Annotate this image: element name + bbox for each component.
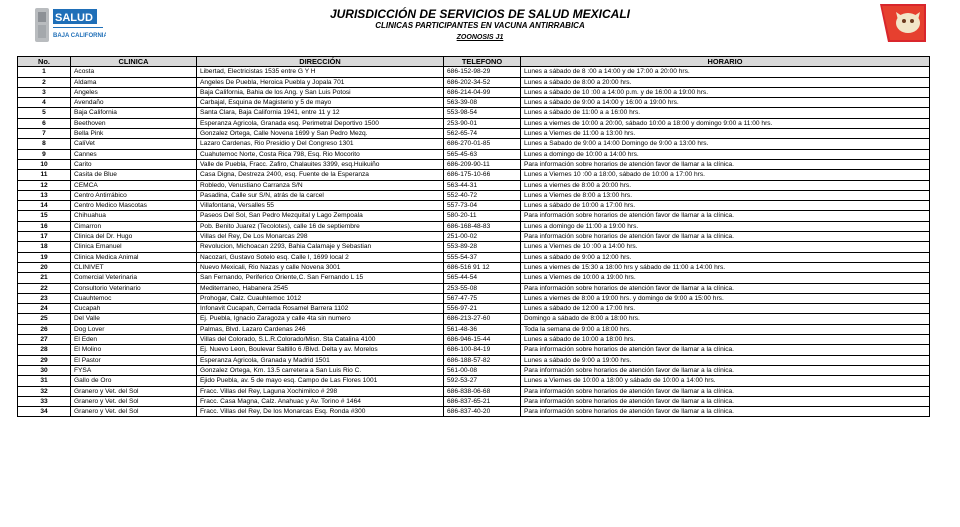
column-header-clinica: CLINICA [71,57,197,67]
table-row [18,386,930,396]
table-row [18,355,930,365]
clinic-phone: 686-152-98-29 [444,67,521,77]
table-row [18,118,930,128]
row-number: 10 [18,159,71,169]
clinic-phone: 686-202-34-52 [444,77,521,87]
clinic-hours: Lunes a domingo de 11:00 a 19:00 hrs. [521,221,930,231]
row-number: 9 [18,149,71,159]
table-row [18,87,930,97]
clinic-phone: 686-175-10-66 [444,170,521,180]
table-row [18,180,930,190]
clinic-phone: 686-837-40-20 [444,407,521,417]
clinic-name: Del Valle [71,314,197,324]
clinic-address: Angeles De Puebla, Heroica Puebla y Jopala 701 [197,77,444,87]
row-number: 1 [18,67,71,77]
clinic-hours: Para información sobre horarios de atención favor de llamar a la clínica. [521,365,930,375]
clinic-hours: Lunes a Viernes de 10:00 a 18:00 y sábado de 10:00 a 14:00 hrs. [521,376,930,386]
clinic-name: Gallo de Oro [71,376,197,386]
row-number: 17 [18,232,71,242]
clinic-address: Fracc. Villas del Rey, Laguna Xochimilco # 298 [197,386,444,396]
column-header-direccion: DIRECCIÓN [197,57,444,67]
clinic-phone: 686-838-06-68 [444,386,521,396]
clinics-table [17,56,930,417]
table-row [18,149,930,159]
clinic-name: Aldama [71,77,197,87]
table-row [18,273,930,283]
clinic-address: Villas del Rey, De Los Monarcas 298 [197,232,444,242]
table-header-row [18,57,930,67]
clinic-name: Avendaño [71,98,197,108]
clinic-phone: 686-213-27-60 [444,314,521,324]
table-row [18,345,930,355]
clinic-address: Ej. Puebla, Ignacio Zaragoza y calle 4ta sin numero [197,314,444,324]
table-row [18,262,930,272]
table-row [18,211,930,221]
clinic-hours: Para información sobre horarios de atención favor de llamar a la clínica. [521,407,930,417]
clinic-address: Ej. Nuevo Leon, Boulevar Saltillo 6 /Blvd. Delta y av. Morelos [197,345,444,355]
row-number: 13 [18,190,71,200]
clinic-phone: 553-89-28 [444,242,521,252]
clinic-name: Granero y Vet. del Sol [71,386,197,396]
clinic-phone: 253-90-01 [444,118,521,128]
clinic-hours: Lunes a sábado de 8:00 a 20:00 hrs. [521,77,930,87]
row-number: 14 [18,201,71,211]
clinic-address: Libertad, Electricistas 1535 entre G Y H [197,67,444,77]
clinic-name: Chihuahua [71,211,197,221]
row-number: 6 [18,118,71,128]
column-header-no: No. [18,57,71,67]
clinic-address: Mediterraneo, Habanera 2545 [197,283,444,293]
clinic-name: Angeles [71,87,197,97]
document-subtitle: CLINICAS PARTICIPANTES EN VACUNA ANTIRRABICA [375,21,585,30]
row-number: 26 [18,324,71,334]
clinic-phone: 553-98-54 [444,108,521,118]
clinic-name: Comercial Veterinaria [71,273,197,283]
clinic-address: Pob. Benito Juarez (Tecolotes), calle 16 de septiembre [197,221,444,231]
clinic-address: Villas del Colorado, S.L.R.Colorado/Misn. Sta Catalina 4100 [197,335,444,345]
table-row [18,98,930,108]
clinic-hours: Lunes a domingo de 10:00 a 14:00 hrs. [521,149,930,159]
clinic-hours: Lunes a viernes de 8:00 a 19:00 hrs. y domingo de 9:00 a 15:00 hrs. [521,293,930,303]
clinic-name: Cimarron [71,221,197,231]
clinic-hours: Lunes a sábado de 12:00 a 17:00 hrs. [521,304,930,314]
row-number: 32 [18,386,71,396]
clinic-hours: Lunes a Sabado de 9:00 a 14:00 Domingo de 9:00 a 13:00 hrs. [521,139,930,149]
table-row [18,407,930,417]
clinic-address: Fracc. Casa Magna, Calz. Anahuac y Av. Torino # 1464 [197,396,444,406]
clinic-phone: 565-44-54 [444,273,521,283]
table-row [18,365,930,375]
clinic-address: Cuahutemoc Norte, Costa Rica 798, Esq. Rio Mocorito [197,149,444,159]
table-row [18,252,930,262]
clinic-hours: Lunes a Viernes de 11:00 a 13:00 hrs. [521,129,930,139]
clinic-address: Revolucion, Michoacan 2293, Bahia Calamaje y Sebastian [197,242,444,252]
row-number: 4 [18,98,71,108]
clinic-name: CLINIVET [71,262,197,272]
clinic-hours: Lunes a sábado de 11:00 a a 16:00 hrs. [521,108,930,118]
clinic-address: Casa Digna, Destreza 2400, esq. Fuente de la Esperanza [197,170,444,180]
clinic-hours: Lunes a Viernes de 10:00 a 19:00 hrs. [521,273,930,283]
clinic-phone: 686-270-01-85 [444,139,521,149]
clinic-hours: Lunes a sábado de 9:00 a 14:00 y 16:00 a 19:00 hrs. [521,98,930,108]
clinic-address: Gonzalez Ortega, Km. 13.5 carretera a San Luis Rio C. [197,365,444,375]
clinic-address: Valle de Puebla, Fracc. Zafiro, Chalauites 3399, esq.Huikuiño [197,159,444,169]
row-number: 24 [18,304,71,314]
clinic-address: Nacozari, Gustavo Sotelo esq. Calle I, 1699 local 2 [197,252,444,262]
clinic-address: Santa Clara, Baja California 1941, entre 11 y 12 [197,108,444,118]
clinic-name: Clinica del Dr. Hugo [71,232,197,242]
clinic-name: Granero y Vet. del Sol [71,407,197,417]
clinic-address: Esperanza Agricola, Granada y Madrid 1501 [197,355,444,365]
clinic-name: Baja California [71,108,197,118]
clinic-hours: Domingo a sábado de 8:00 a 18:00 hrs. [521,314,930,324]
clinic-address: Esperanza Agricola, Granada esq. Perimetral Deportivo 1500 [197,118,444,128]
clinic-phone: 557-73-04 [444,201,521,211]
table-row [18,190,930,200]
clinic-hours: Lunes a sábado de 10 :00 a 14:00 p.m. y de 16:00 a 19:00 hrs. [521,87,930,97]
clinic-name: Casita de Blue [71,170,197,180]
table-row [18,324,930,334]
clinic-name: CaliVet [71,139,197,149]
table-row [18,242,930,252]
table-row [18,170,930,180]
clinic-hours: Para información sobre horarios de atención favor de llamar a la clínica. [521,159,930,169]
clinic-address: Lazaro Cardenas, Rio Presidio y Del Congreso 1301 [197,139,444,149]
table-row [18,232,930,242]
clinic-hours: Toda la semana de 9:00 a 18:00 hrs. [521,324,930,334]
clinic-phone: 552-40-72 [444,190,521,200]
row-number: 25 [18,314,71,324]
row-number: 27 [18,335,71,345]
table-row [18,139,930,149]
clinic-address: Nuevo Mexicali, Rio Nazas y calle Novena 3001 [197,262,444,272]
clinic-phone: 686-209-90-11 [444,159,521,169]
row-number: 19 [18,252,71,262]
clinic-hours: Para información sobre horarios de atención favor de llamar a la clínica. [521,396,930,406]
clinic-hours: Lunes a Viernes de 10 :00 a 14:00 hrs. [521,242,930,252]
clinic-name: Carito [71,159,197,169]
clinic-hours: Para información sobre horarios de atención favor de llamar a la clínica. [521,283,930,293]
table-row [18,335,930,345]
clinic-address: Prohogar, Calz. Cuauhtemoc 1012 [197,293,444,303]
clinic-name: Cannes [71,149,197,159]
row-number: 29 [18,355,71,365]
table-row [18,304,930,314]
clinic-name: Granero y Vet. del Sol [71,396,197,406]
clinic-hours: Para información sobre horarios de atención favor de llamar a la clínica. [521,345,930,355]
row-number: 18 [18,242,71,252]
clinic-hours: Para información sobre horarios de atención favor de llamar a la clínica. [521,211,930,221]
row-number: 23 [18,293,71,303]
clinic-phone: 561-48-36 [444,324,521,334]
clinic-phone: 563-39-08 [444,98,521,108]
table-row [18,396,930,406]
clinic-name: Centro Medico Mascotas [71,201,197,211]
clinic-address: Villafontana, Versalles 55 [197,201,444,211]
row-number: 33 [18,396,71,406]
clinic-address: Paseos Del Sol, San Pedro Mezquital y Lago Zempoala [197,211,444,221]
clinic-phone: 253-55-08 [444,283,521,293]
clinic-name: CEMCA [71,180,197,190]
row-number: 28 [18,345,71,355]
table-row [18,159,930,169]
table-row [18,201,930,211]
clinic-hours: Para información sobre horarios de atención favor de llamar a la clínica. [521,386,930,396]
clinic-phone: 686-214-04-99 [444,87,521,97]
clinic-name: Bella Pink [71,129,197,139]
row-number: 22 [18,283,71,293]
clinic-phone: 686-168-48-83 [444,221,521,231]
clinic-name: Clinica Emanuel [71,242,197,252]
clinic-name: Centro Antirrábico [71,190,197,200]
zoonosis-logo [880,4,926,42]
clinic-address: Gonzalez Ortega, Calle Novena 1699 y San Pedro Mezq. [197,129,444,139]
clinic-address: Infonavit Cucapah, Cerrada Rosamel Barrera 1102 [197,304,444,314]
table-row [18,129,930,139]
clinic-address: Robledo, Venustiano Carranza S/N [197,180,444,190]
row-number: 12 [18,180,71,190]
clinic-address: Baja California, Bahia de los Ang. y San Luis Potosi [197,87,444,97]
clinic-phone: 561-00-08 [444,365,521,375]
row-number: 11 [18,170,71,180]
table-row [18,77,930,87]
clinic-name: Cuauhtemoc [71,293,197,303]
clinic-hours: Lunes a viernes de 10:00 a 20:00, sábado 10:00 a 18:00 y domingo 9:00 a 11:00 hrs. [521,118,930,128]
clinic-hours: Lunes a Viernes 10 :00 a 18:00, sábado de 10:00 a 17:00 hrs. [521,170,930,180]
clinic-phone: 562-65-74 [444,129,521,139]
clinic-hours: Lunes a sábado de 9:00 a 12:00 hrs. [521,252,930,262]
row-number: 30 [18,365,71,375]
table-row [18,221,930,231]
row-number: 2 [18,77,71,87]
clinic-hours: Lunes a sábado de 9:00 a 19:00 hrs. [521,355,930,365]
row-number: 5 [18,108,71,118]
row-number: 34 [18,407,71,417]
document-title: JURISDICCIÓN DE SERVICIOS DE SALUD MEXICALI [329,7,631,21]
column-header-telefono: TELEFONO [444,57,521,67]
clinic-phone: 555-54-37 [444,252,521,262]
clinic-address: Ejido Puebla, av. 5 de mayo esq. Campo de Las Flores 1001 [197,376,444,386]
clinic-hours: Lunes a sábado de 10:00 a 18:00 hrs. [521,335,930,345]
clinic-address: Fracc. Villas del Rey, De los Monarcas Esq. Ronda #300 [197,407,444,417]
table-row [18,67,930,77]
clinic-name: Cucapah [71,304,197,314]
clinic-phone: 686-188-57-82 [444,355,521,365]
clinic-phone: 567-47-75 [444,293,521,303]
clinic-phone: 592-53-27 [444,376,521,386]
table-row [18,108,930,118]
column-header-horario: HORARIO [521,57,930,67]
table-row [18,293,930,303]
table-row [18,314,930,324]
clinic-hours: Lunes a Viernes de 8:00 a 13:00 hrs. [521,190,930,200]
clinic-name: Dog Lover [71,324,197,334]
clinic-name: El Molino [71,345,197,355]
clinic-name: Beethoven [71,118,197,128]
clinic-phone: 686-516 91 12 [444,262,521,272]
row-number: 21 [18,273,71,283]
clinic-name: FYSA [71,365,197,375]
row-number: 8 [18,139,71,149]
clinic-phone: 686-100-84-19 [444,345,521,355]
clinic-name: Consultorio Veterinario [71,283,197,293]
zoonosis-heading: ZOONOSIS J1 [456,34,504,41]
table-row [18,283,930,293]
clinic-hours: Lunes a viernes de 15:30 a 18:00 hrs y sábado de 11:00 a 14:00 hrs. [521,262,930,272]
clinic-phone: 686-946-15-44 [444,335,521,345]
row-number: 15 [18,211,71,221]
clinic-address: San Fernando, Periferico Oriente,C. San Fernando L 15 [197,273,444,283]
row-number: 16 [18,221,71,231]
clinic-phone: 563-44-31 [444,180,521,190]
clinic-phone: 251-00-02 [444,232,521,242]
clinic-name: El Pastor [71,355,197,365]
row-number: 31 [18,376,71,386]
clinic-address: Palmas, Blvd. Lazaro Cardenas 246 [197,324,444,334]
clinic-hours: Lunes a viernes de 8:00 a 20:00 hrs. [521,180,930,190]
clinic-hours: Lunes a sábado de 10:00 a 17:00 hrs. [521,201,930,211]
row-number: 20 [18,262,71,272]
clinic-phone: 686-837-65-21 [444,396,521,406]
clinic-name: El Eden [71,335,197,345]
clinic-address: Pasadina, Calle sur S/N, atrás de la carcel [197,190,444,200]
row-number: 3 [18,87,71,97]
logo-bc-text: BAJA CALIFORNIA [53,33,106,39]
clinic-address: Carbajal, Esquina de Magisterio y 5 de mayo [197,98,444,108]
logo-salud-text: SALUD [55,12,93,24]
table-row [18,376,930,386]
clinic-name: Clinica Medica Animal [71,252,197,262]
clinic-hours: Para información sobre horarios de atención favor de llamar a la clínica. [521,232,930,242]
clinic-phone: 580-20-11 [444,211,521,221]
row-number: 7 [18,129,71,139]
clinic-phone: 556-97-21 [444,304,521,314]
clinic-hours: Lunes a sábado de 8 :00 a 14:00 y de 17:00 a 20:00 hrs. [521,67,930,77]
clinic-phone: 565-45-63 [444,149,521,159]
clinic-name: Acosta [71,67,197,77]
